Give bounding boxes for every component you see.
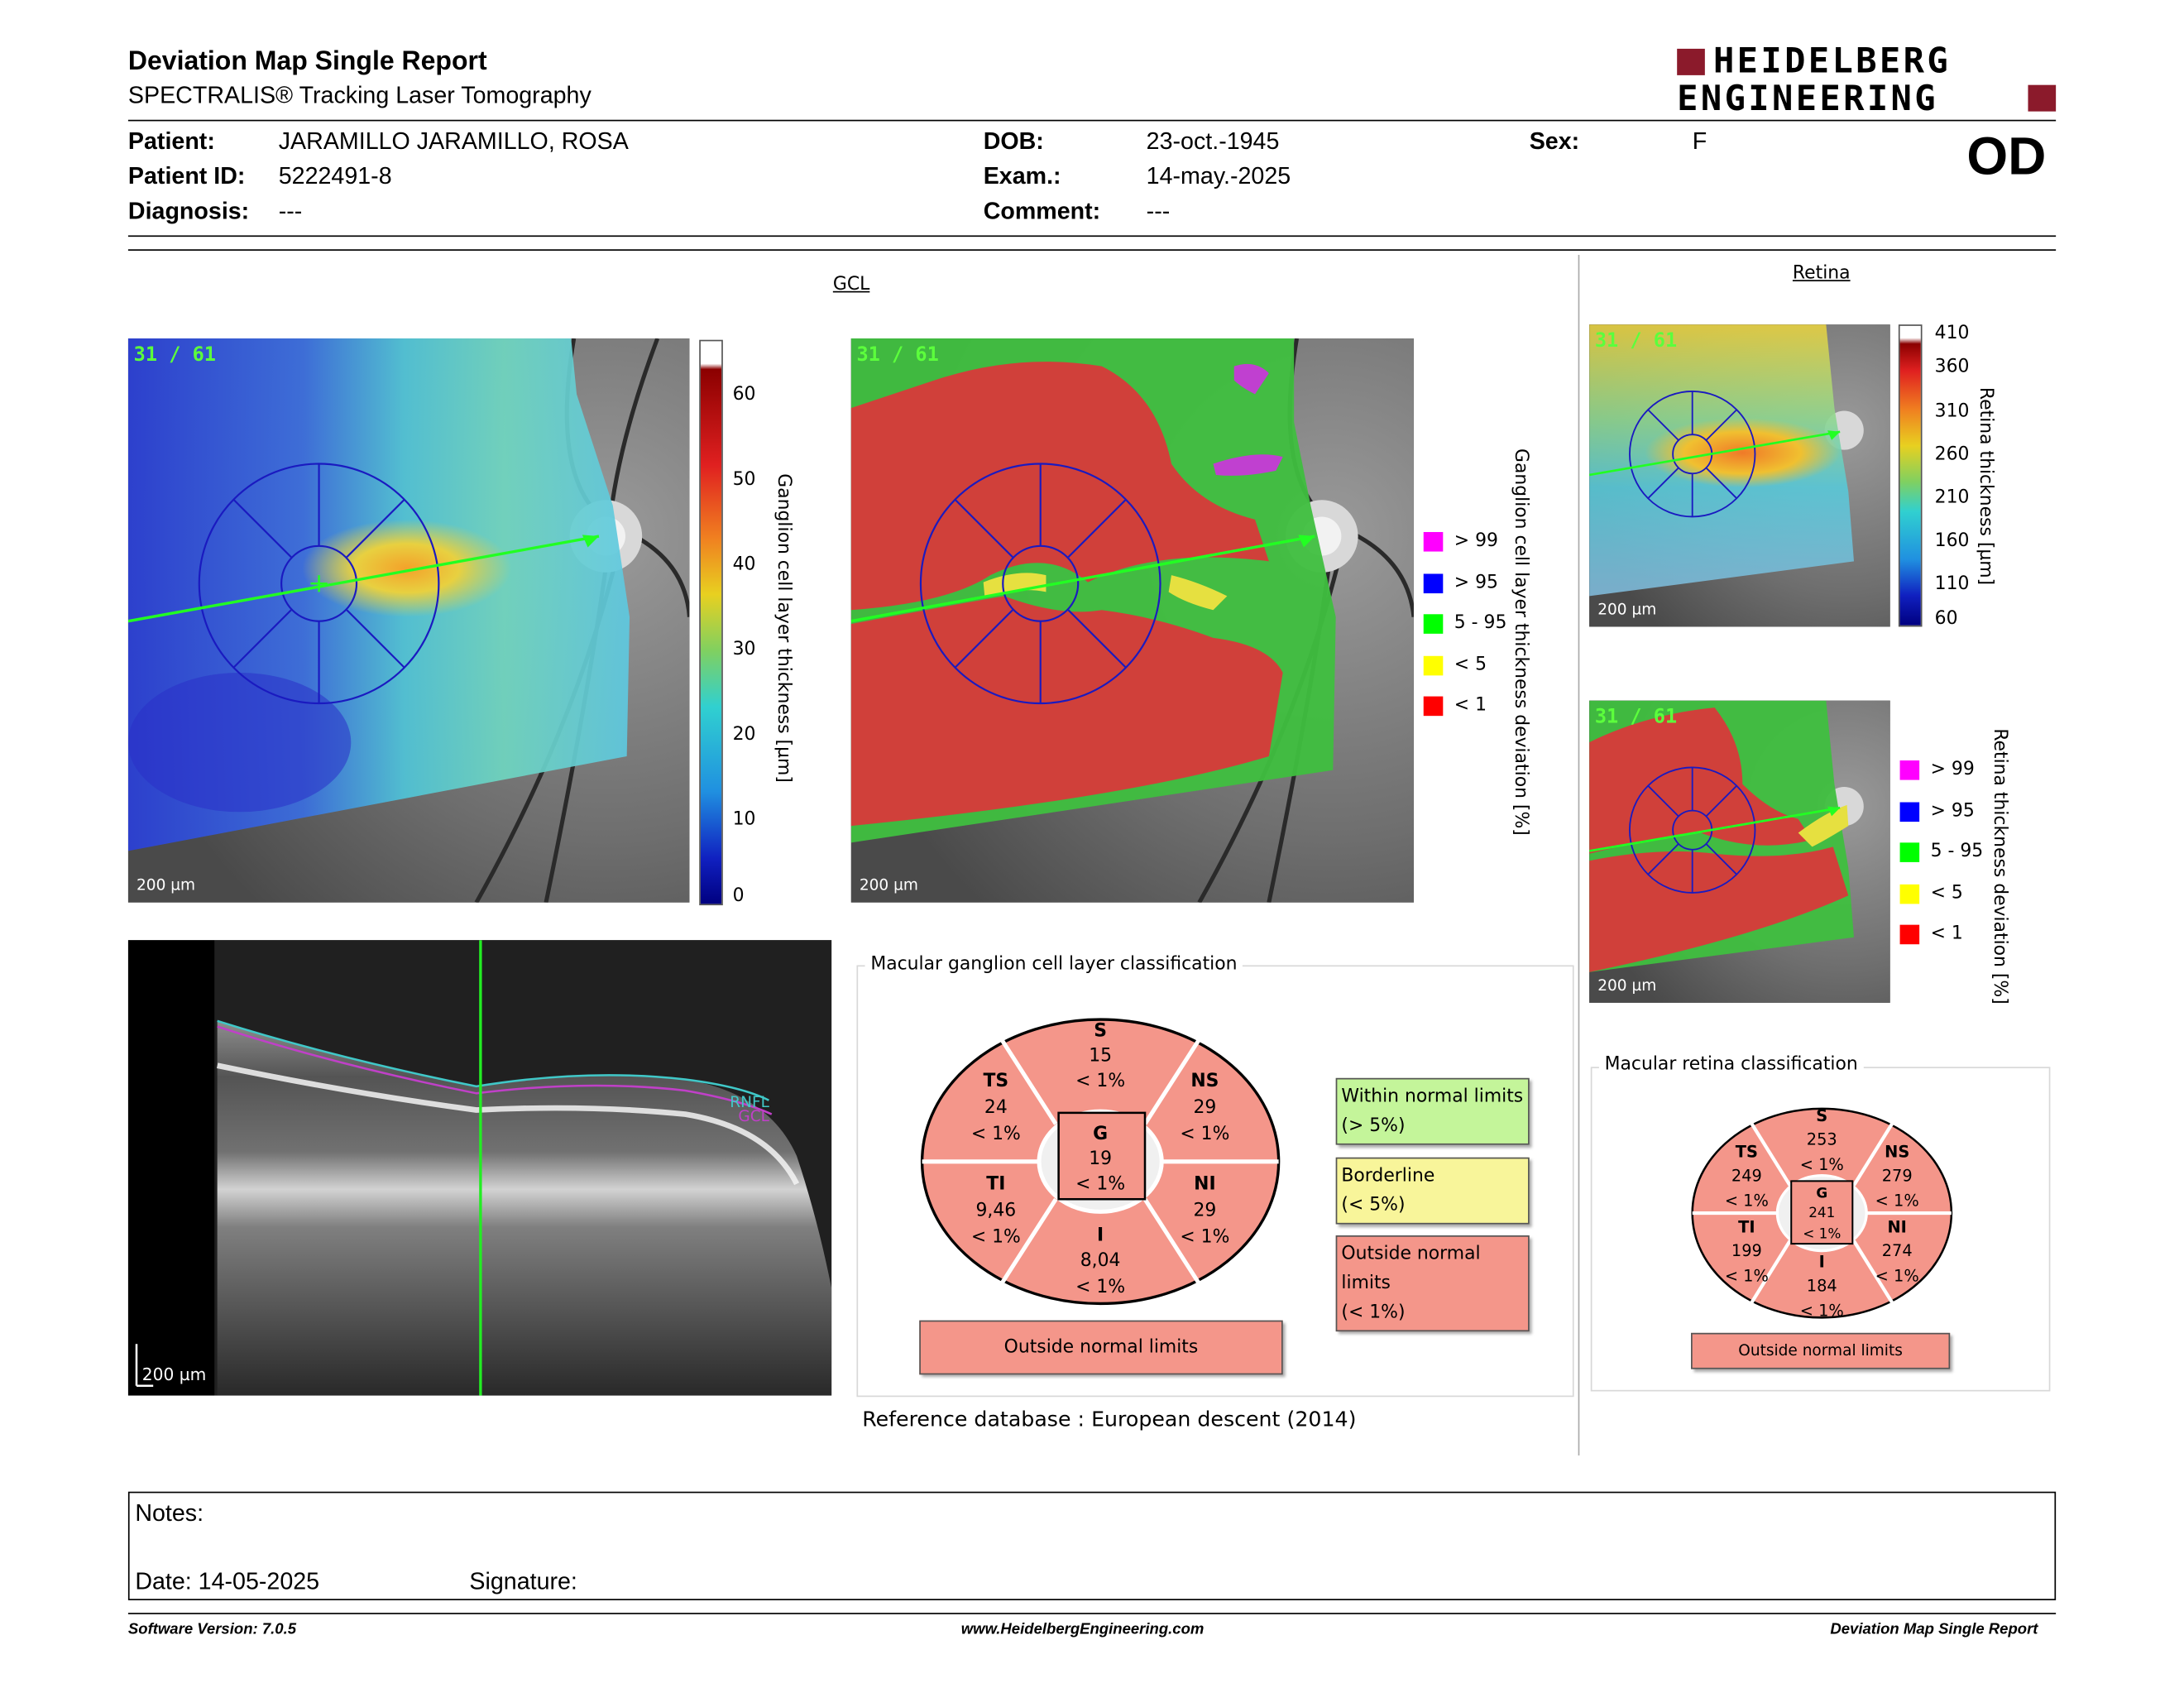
gcl-classification-title: Macular ganglion cell layer classification — [865, 954, 1243, 975]
retina-sector-i-pct: < 1% — [1799, 1301, 1844, 1321]
gcl-tick-40: 40 — [732, 554, 756, 576]
retina-legend-5-95: 5 - 95 — [1900, 842, 1984, 862]
gcl-sector-s-value: 15 — [1089, 1045, 1113, 1067]
gcl-sector-i-value: 8,04 — [1080, 1250, 1121, 1272]
comment-label: Comment: — [983, 198, 1101, 224]
exam-label: Exam.: — [983, 162, 1061, 189]
retina-tick-110: 110 — [1934, 573, 1970, 595]
logo-line-1: HEIDELBERG — [1712, 40, 1952, 81]
key-within-normal: Within normal limits (> 5%) — [1336, 1078, 1530, 1145]
gcl-legend-lt5: < 5 — [1424, 655, 1487, 675]
retina-legend-lt5: < 5 — [1900, 883, 1963, 904]
dob-value: 23-oct.-1945 — [1146, 127, 1280, 155]
retina-thickness-colorbar — [1899, 324, 1923, 626]
bscan-layer-label-rnfl: RNFL — [730, 1094, 769, 1112]
key-outside-normal: Outside normal limits (< 1%) — [1336, 1235, 1530, 1331]
retina-sector-s-name: S — [1816, 1105, 1828, 1125]
retina-deviation-scale-bar: 200 µm — [1597, 976, 1657, 995]
retina-sector-s-pct: < 1% — [1799, 1154, 1844, 1174]
gcl-tick-50: 50 — [732, 469, 756, 491]
retina-sector-ns-name: NS — [1885, 1142, 1910, 1162]
eye-indicator: OD — [1966, 127, 2047, 187]
retina-tick-260: 260 — [1934, 444, 1970, 466]
footer-software-version: Software Version: 7.0.5 — [127, 1621, 297, 1638]
retina-sector-i-name: I — [1818, 1252, 1825, 1272]
retina-legend-gt99: > 99 — [1900, 759, 1975, 779]
retina-sector-chart — [1688, 1103, 1956, 1323]
gcl-sector-ts-name: TS — [983, 1070, 1009, 1091]
section-divider — [1578, 255, 1580, 1455]
retina-deviation-image — [1589, 701, 1890, 1003]
retina-deviation-frame-tag: 31 / 61 — [1594, 706, 1678, 729]
retina-sector-g-value: 241 — [1808, 1204, 1836, 1221]
patient-name: JARAMILLO JARAMILLO, ROSA — [278, 127, 629, 155]
oct-bscan — [128, 940, 831, 1395]
gcl-sector-ts-value: 24 — [984, 1096, 1008, 1118]
gcl-sector-ni-name: NI — [1194, 1173, 1216, 1195]
report-subtitle: SPECTRALIS® Tracking Laser Tomography — [127, 82, 592, 109]
signature-label: Signature: — [469, 1568, 577, 1595]
sex-label: Sex: — [1529, 127, 1580, 155]
dob-label: DOB: — [983, 127, 1044, 155]
gcl-sector-g-name: G — [1093, 1123, 1109, 1144]
retina-sector-ns-value: 279 — [1881, 1166, 1913, 1186]
gcl-sector-ni-value: 29 — [1193, 1200, 1217, 1221]
notes-label: Notes: — [135, 1499, 204, 1527]
gcl-sector-g-value: 19 — [1089, 1149, 1113, 1170]
gcl-tick-30: 30 — [732, 639, 756, 660]
gcl-legend-lt1: < 1 — [1424, 695, 1487, 716]
retina-tick-360: 360 — [1934, 356, 1970, 378]
retina-sector-ni-pct: < 1% — [1875, 1266, 1919, 1286]
gcl-legend-5-95: 5 - 95 — [1424, 613, 1507, 634]
retina-deviation-map — [1589, 701, 1890, 1003]
diagnosis-label: Diagnosis: — [127, 198, 250, 224]
footer-report-name: Deviation Map Single Report — [1830, 1621, 2038, 1638]
sex-value: F — [1692, 127, 1707, 155]
gcl-deviation-frame-tag: 31 / 61 — [856, 343, 939, 367]
retina-sector-s-value: 253 — [1806, 1129, 1837, 1149]
gcl-thickness-colorbar — [699, 340, 723, 905]
retina-sector-ti-value: 199 — [1731, 1241, 1762, 1261]
date-label: Date: 14-05-2025 — [135, 1568, 320, 1595]
gcl-legend-gt95: > 95 — [1424, 573, 1498, 593]
retina-thickness-frame-tag: 31 / 61 — [1594, 329, 1678, 352]
gcl-legend-gt99: > 99 — [1424, 530, 1498, 551]
retina-sector-ts-value: 249 — [1731, 1166, 1762, 1186]
gcl-section-title: GCL — [832, 274, 870, 295]
logo-line-2: ENGINEERING — [1677, 78, 1938, 119]
retina-tick-310: 310 — [1934, 400, 1970, 423]
gcl-sector-ts-pct: < 1% — [970, 1123, 1021, 1144]
retina-sector-ts-pct: < 1% — [1724, 1191, 1769, 1211]
gcl-deviation-axis-label: Ganglion cell layer thickness deviation [%] — [1510, 448, 1531, 836]
retina-sector-ni-name: NI — [1887, 1217, 1907, 1237]
retina-classification-title: Macular retina classification — [1599, 1054, 1864, 1075]
retina-tick-210: 210 — [1934, 487, 1970, 509]
gcl-deviation-map — [851, 338, 1414, 903]
retina-tick-60: 60 — [1934, 608, 1958, 630]
gcl-sector-ns-name: NS — [1190, 1070, 1219, 1091]
retina-section-title: Retina — [1792, 263, 1851, 285]
retina-sector-ti-name: TI — [1738, 1217, 1755, 1237]
gcl-thickness-map — [128, 338, 690, 903]
retina-thickness-axis-label: Retina thickness [µm] — [1975, 386, 1996, 586]
retina-legend-gt95: > 95 — [1900, 801, 1975, 822]
gcl-thickness-image — [128, 338, 690, 903]
gcl-sector-ns-pct: < 1% — [1180, 1123, 1230, 1144]
oct-bscan-image — [128, 940, 831, 1395]
gcl-sector-g-pct: < 1% — [1075, 1173, 1126, 1195]
gcl-sector-s-name: S — [1094, 1020, 1108, 1042]
patient-label: Patient: — [127, 127, 215, 155]
patient-id-label: Patient ID: — [127, 162, 246, 189]
retina-thickness-map — [1589, 324, 1890, 626]
retina-sector-ts-name: TS — [1735, 1142, 1758, 1162]
gcl-deviation-image — [851, 338, 1414, 903]
retina-sector-i-value: 184 — [1806, 1276, 1837, 1296]
gcl-sector-ti-pct: < 1% — [970, 1226, 1021, 1248]
key-borderline: Borderline (< 5%) — [1336, 1158, 1530, 1225]
gcl-tick-60: 60 — [732, 384, 756, 405]
gcl-tick-10: 10 — [732, 808, 756, 831]
bscan-scale-bar: 200 µm — [141, 1364, 207, 1385]
gcl-sector-ti-value: 9,46 — [975, 1200, 1017, 1221]
retina-sector-g-name: G — [1816, 1184, 1828, 1201]
gcl-deviation-scale-bar: 200 µm — [859, 875, 918, 894]
gcl-sector-chart — [915, 1014, 1282, 1309]
retina-tick-410: 410 — [1934, 323, 1970, 344]
gcl-sector-ni-pct: < 1% — [1180, 1226, 1230, 1248]
gcl-tick-20: 20 — [732, 724, 756, 746]
retina-tick-160: 160 — [1934, 530, 1970, 552]
notes-box[interactable] — [128, 1492, 2056, 1600]
gcl-sector-s-pct: < 1% — [1075, 1070, 1126, 1091]
retina-result-badge: Outside normal limits — [1691, 1333, 1950, 1369]
retina-legend-lt1: < 1 — [1900, 923, 1963, 944]
retina-sector-ti-pct: < 1% — [1724, 1266, 1769, 1286]
bscan-layer-label-gcl: GCL — [738, 1107, 769, 1125]
retina-sector-ni-value: 274 — [1881, 1241, 1913, 1261]
gcl-result-badge: Outside normal limits — [919, 1321, 1282, 1375]
gcl-tick-0: 0 — [732, 885, 745, 907]
gcl-thickness-scale-bar: 200 µm — [136, 875, 196, 894]
footer-website[interactable]: www.HeidelbergEngineering.com — [960, 1621, 1205, 1638]
gcl-thickness-axis-label: Ganglion cell layer thickness [µm] — [773, 473, 794, 783]
exam-value: 14-may.-2025 — [1146, 162, 1291, 189]
retina-thickness-image — [1589, 324, 1890, 626]
gcl-sector-i-name: I — [1097, 1225, 1104, 1246]
retina-deviation-axis-label: Retina thickness deviation [%] — [1989, 728, 2010, 1005]
retina-thickness-scale-bar: 200 µm — [1597, 600, 1657, 619]
report-title: Deviation Map Single Report — [127, 47, 487, 77]
patient-id: 5222491-8 — [278, 162, 392, 189]
retina-sector-g-pct: < 1% — [1803, 1225, 1842, 1242]
gcl-sector-i-pct: < 1% — [1075, 1277, 1126, 1298]
heidelberg-logo — [1677, 40, 2058, 119]
gcl-sector-ns-value: 29 — [1193, 1096, 1217, 1118]
comment-value: --- — [1146, 198, 1171, 224]
retina-sector-ns-pct: < 1% — [1875, 1191, 1919, 1211]
diagnosis-value: --- — [278, 198, 303, 224]
gcl-thickness-frame-tag: 31 / 61 — [133, 343, 216, 367]
gcl-sector-ti-name: TI — [986, 1173, 1006, 1195]
reference-database: Reference database : European descent (2014) — [862, 1407, 1357, 1432]
